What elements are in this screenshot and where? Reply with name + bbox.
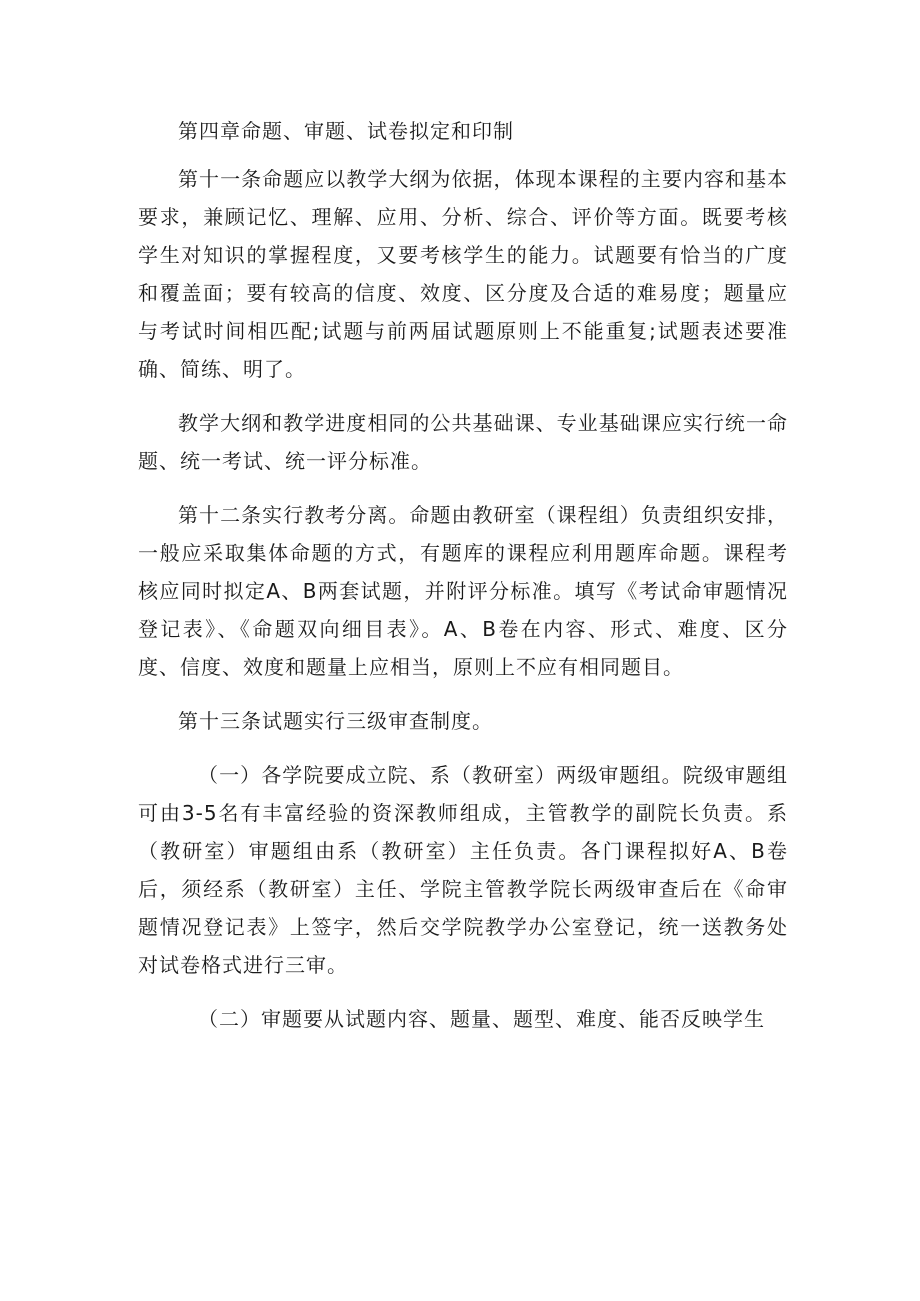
article-11-paragraph: 第十一条命题应以教学大纲为依据，体现本课程的主要内容和基本要求，兼顾记忆、理解、应用、分析、综合、评价等方面。既要考核学生对知识的掌握程度，又要考核学生的能力。试题要有恰当的广度和覆盖面；要有较高的信度、效度、区分度及合适的难易度；题量应与考试时间相匹配;试题与前两届试题原则上不能重复;试题表述要准确、简练、明了。 — [138, 167, 788, 381]
clause-1-paragraph: （一）各学院要成立院、系（教研室）两级审题组。院级审题组可由3-5名有丰富经验的资深教师组成，主管教学的副院长负责。系（教研室）审题组由系（教研室）主任负责。各门课程拟好A、B卷后，须经系（教研室）主任、学院主管教学院长两级审查后在《命审题情况登记表》上签字，然后交学院教学办公室登记，统一送教务处对试卷格式进行三审。 — [138, 763, 788, 977]
document-body — [138, 112, 788, 1054]
unified-exam-paragraph: 教学大纲和教学进度相同的公共基础课、专业基础课应实行统一命题、统一考试、统一评分标准。 — [138, 411, 788, 473]
clause-2-paragraph: （二）审题要从试题内容、题量、题型、难度、能否反映学生 — [198, 1007, 765, 1031]
article-12-paragraph: 第十二条实行教考分离。命题由教研室（课程组）负责组织安排，一般应采取集体命题的方式，有题库的课程应利用题库命题。课程考核应同时拟定A、B两套试题，并附评分标准。填写《考试命审题情况登记表》、《命题双向细目表》。A、B卷在内容、形式、难度、区分度、信度、效度和题量上应相当，原则上不应有相同题目。 — [138, 503, 788, 679]
chapter-heading: 第四章命题、审题、试卷拟定和印制 — [178, 119, 514, 143]
article-13-paragraph: 第十三条试题实行三级审查制度。 — [178, 709, 493, 733]
